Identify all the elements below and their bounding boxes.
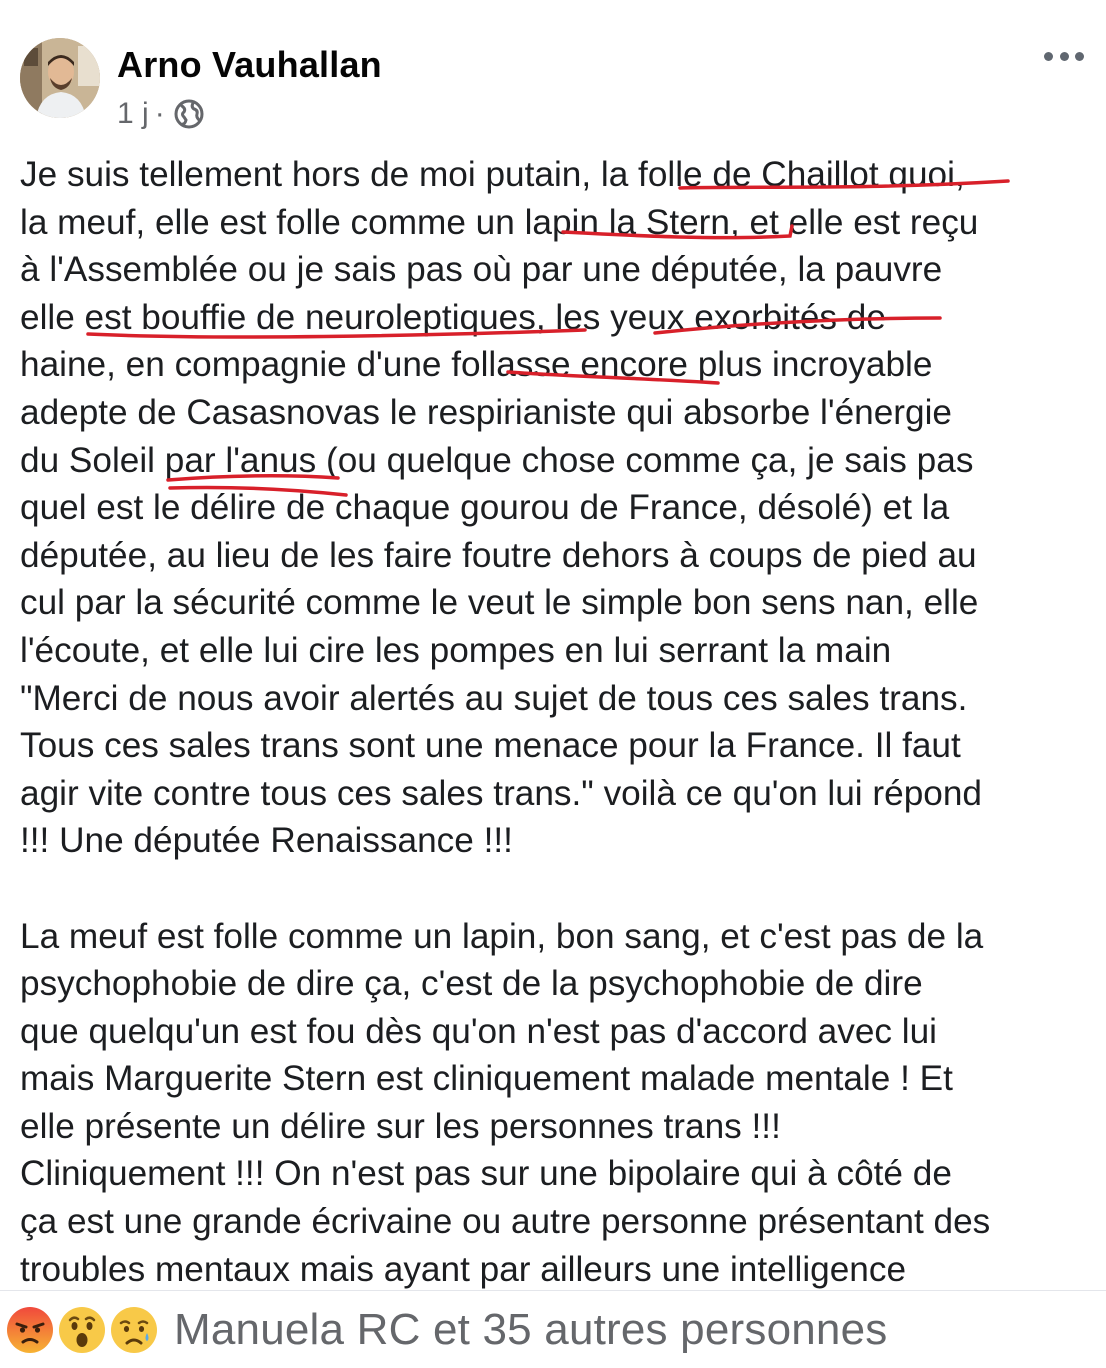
post-paragraph-1: Je suis tellement hors de moi putain, la folle de Chaillot quoi, la meuf, elle est folle comme un lapin la Stern, et elle est reçu à l'Assemblée ou je sais pas où par une députée, la pauvre elle est bouffie de neuroleptiques, les yeux exorbités de haine, en compagnie d'une follasse encore plus incroyable adepte de Casasnovas le respirianiste qui absorbe l'énergie du Soleil par l'anus (ou quelque chose comme ça, je sais pas quel est le délire de chaque gourou de France, désolé) et la députée, au lieu de les faire foutre dehors à coups de pied au cul par la sécurité comme le veut le simple bon sens nan, elle l'écoute, et elle lui cire les pompes en lui serrant la main "Merci de nous avoir alertés au sujet de tous ces sales trans. Tous ces sales trans sont une menace pour la France. Il faut agir vite contre tous ces sales trans." voilà ce qu'on lui répond !!! Une députée Renaissance !!!: [20, 155, 982, 861]
sad-emoji-icon: [110, 1306, 158, 1354]
more-dot: [1060, 52, 1069, 61]
author-avatar[interactable]: [20, 38, 100, 118]
angry-emoji-icon: [6, 1306, 54, 1354]
post-timestamp[interactable]: 1 j: [117, 97, 149, 130]
post-paragraph-2: La meuf est folle comme un lapin, bon sang, et c'est pas de la psychophobie de dire ça, c'est de la psychophobie de dire que quelqu'un est fou dès qu'on n'est pas d'accord avec lui mais Marguerite Stern est cliniquement malade mentale ! Et elle présente un délire sur les personnes trans !!! Cliniquement !!! On n'est pas sur une bipolaire qui à côté de ça est une grande écrivaine ou autre personne présentant des troubles mentaux mais ayant par ailleurs une intelligence: [20, 916, 991, 1289]
reactions-summary[interactable]: Manuela RC et 35 autres personnes: [174, 1304, 888, 1354]
post-text: [20, 151, 1086, 1290]
avatar-photo: [20, 38, 100, 118]
post-meta: [117, 97, 205, 131]
meta-separator: ·: [154, 97, 165, 130]
wow-emoji-icon: [58, 1306, 106, 1354]
reactions-bar[interactable]: [0, 1291, 1106, 1368]
globe-icon[interactable]: [173, 98, 205, 130]
more-dot: [1075, 52, 1084, 61]
reaction-icons: [6, 1306, 162, 1354]
author-name[interactable]: Arno Vauhallan: [117, 44, 382, 85]
more-dot: [1044, 52, 1053, 61]
more-options-icon[interactable]: [1044, 46, 1084, 66]
